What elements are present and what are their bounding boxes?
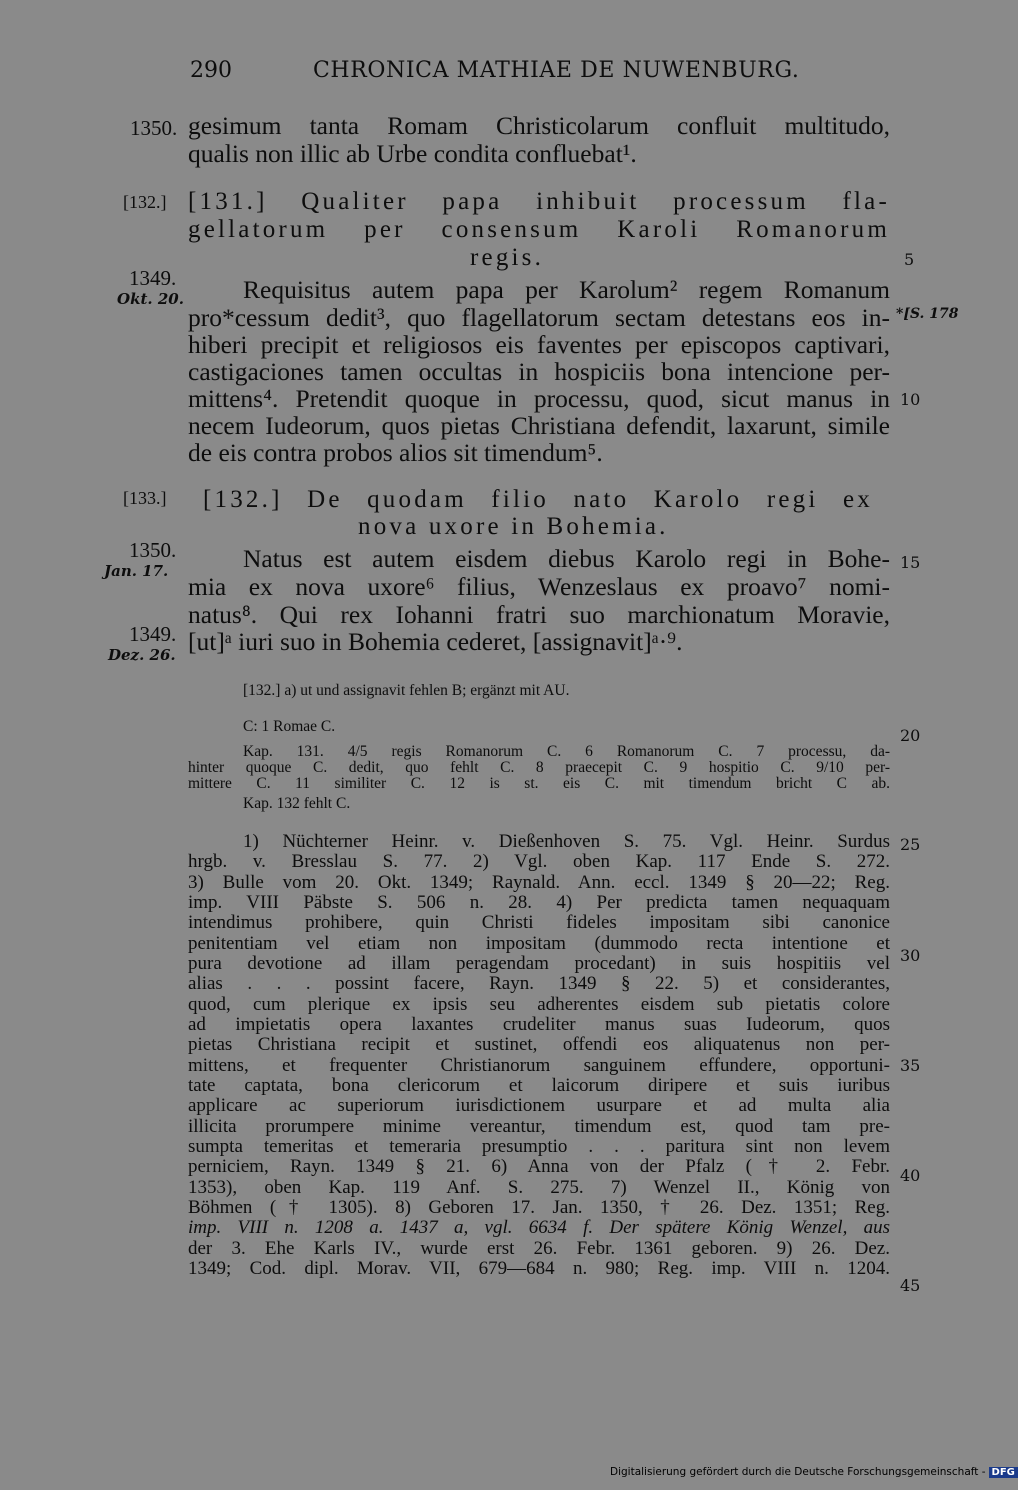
footnote-line: 1349; Cod. dipl. Morav. VII, 679—684 n. 980; Reg. imp. VIII n. 1204. — [188, 1258, 890, 1279]
running-title: CHRONICA MATHIAE DE NUWENBURG. — [313, 58, 800, 83]
text-line: Natus est autem eisdem diebus Karolo regi in Bohe- — [243, 544, 890, 573]
chapter-heading: nova uxore in Bohemia. — [358, 513, 669, 540]
text-line: castigaciones tamen occultas in hospiciis bona intencione per- — [188, 357, 890, 386]
margin-date: Okt. 20. — [117, 290, 184, 308]
footnote-line: intendimus prohibere, quin Christi fideles impositam sibi canonice — [188, 912, 890, 933]
line-number: 25 — [900, 835, 921, 854]
line-number: 45 — [900, 1276, 921, 1295]
margin-date: Dez. 26. — [108, 646, 176, 664]
apparatus-line: Kap. 131. 4/5 regis Romanorum C. 6 Romanorum C. 7 processu, da- — [243, 743, 890, 760]
line-number: 15 — [900, 553, 921, 572]
footnote-line: pietas Christiana recipit et sustinet, offendi eos aliquatenus non per- — [188, 1034, 890, 1055]
footnote-line: Böhmen († 1305). 8) Geboren 17. Jan. 1350, † 26. Dez. 1351; Reg. — [188, 1197, 890, 1218]
footnote-line: hrgb. v. Bresslau S. 77. 2) Vgl. oben Kap. 117 Ende S. 272. — [188, 851, 890, 872]
margin-year: 1349. — [129, 622, 177, 646]
line-number: 5 — [904, 250, 915, 269]
footnote-line: ad impietatis opera laxantes crudeliter manus suas Iudeorum, quos — [188, 1014, 890, 1035]
margin-year: 1349. — [129, 266, 177, 290]
footnote-line: mittens, et frequenter Christianorum sanguinem effundere, opportuni- — [188, 1055, 890, 1076]
line-number: 35 — [900, 1056, 921, 1075]
footnote-line: illicita prorumpere minime vereantur, timendum est, quod tam pre- — [188, 1116, 890, 1137]
margin-year: 1350. — [130, 116, 178, 140]
digitization-credit — [610, 1466, 1018, 1478]
footnote-line: penitentiam vel etiam non impositam (dummodo recta intentione et — [188, 933, 890, 954]
text-line: gesimum tanta Romam Christicolarum confluit multitudo, — [188, 111, 890, 140]
text-line: de eis contra probos alios sit timendum⁵. — [188, 438, 603, 467]
line-number: 20 — [900, 726, 921, 745]
footnote-line: applicare ac superiorum iurisdictionem usurpare et ad multa alia — [188, 1095, 890, 1116]
footnote-line: imp. VIII n. 1208 a. 1437 a, vgl. 6634 f. Der spätere König Wenzel, aus — [188, 1217, 890, 1238]
footnote-line: quod, cum plerique ex ipsis seu adherentes eisdem sub pietatis colore — [188, 994, 890, 1015]
footnote-line: pura devotione ad illam peragendam procedant) in suis hospitiis vel — [188, 953, 890, 974]
line-number: 40 — [900, 1166, 921, 1185]
margin-date: Jan. 17. — [104, 562, 169, 580]
footnote-line: der 3. Ehe Karls IV., wurde erst 26. Febr. 1361 geboren. 9) 26. Dez. — [188, 1238, 890, 1259]
apparatus-line: [132.] a) ut und assignavit fehlen B; ergänzt mit AU. — [243, 682, 570, 699]
text-line: mittens⁴. Pretendit quoque in processu, quod, sicut manus in — [188, 384, 890, 413]
footnote-line: 1) Nüchterner Heinr. v. Dießenhoven S. 75. Vgl. Heinr. Surdus — [243, 831, 890, 852]
apparatus-line: C: 1 Romae C. — [243, 718, 336, 735]
footnote-line: 3) Bulle vom 20. Okt. 1349; Raynald. Ann. eccl. 1349 § 20—22; Reg. — [188, 872, 890, 893]
text-line: hiberi precipit et religiosos eis faventes per episcopos captivari, — [188, 330, 890, 359]
footnote-line: alias . . . possint facere, Rayn. 1349 § 22. 5) et considerantes, — [188, 973, 890, 994]
footnote-line: tate captata, bona clericorum et laicorum diripere et suis iuribus — [188, 1075, 890, 1096]
text-line: Requisitus autem papa per Karolum² regem Romanum — [243, 275, 890, 304]
text-line: necem Iudeorum, quos pietas Christiana defendit, laxarunt, simile — [188, 411, 890, 440]
footnote-line: sumpta temeritas et temeraria presumptio . . . paritura sint non levem — [188, 1136, 890, 1157]
text-line: [ut]ᵃ iuri suo in Bohemia cederet, [assignavit]ᵃ·⁹. — [188, 627, 683, 656]
footnote-line: imp. VIII Päbste S. 506 n. 28. 4) Per predicta tamen nequaquam — [188, 892, 890, 913]
page-reference: *[S. 178 — [896, 306, 959, 322]
text-line: pro*cessum dedit³, quo flagellatorum sectam detestans eos in- — [188, 303, 890, 332]
footnote-line: 1353), oben Kap. 119 Anf. S. 275. 7) Wenzel II., König von — [188, 1177, 890, 1198]
credit-text: Digitalisierung gefördert durch die Deutsche Forschungsgemeinschaft - — [610, 1466, 986, 1478]
margin-chapter: [133.] — [123, 488, 167, 508]
chapter-heading: gellatorum per consensum Karoli Romanorum — [188, 216, 890, 243]
chapter-heading: [132.] De quodam filio nato Karolo regi ex — [203, 486, 873, 513]
margin-year: 1350. — [129, 538, 177, 562]
chapter-heading: regis. — [470, 244, 545, 271]
apparatus-line: hinter quoque C. dedit, quo fehlt C. 8 praecepit C. 9 hospitio C. 9/10 per- — [188, 759, 890, 776]
line-number: 10 — [900, 390, 921, 409]
text-line: natus⁸. Qui rex Iohanni fratri suo marchionatum Moravie, — [188, 600, 890, 629]
line-number: 30 — [900, 946, 921, 965]
text-line: mia ex nova uxore⁶ filius, Wenzeslaus ex proavo⁷ nomi- — [188, 572, 890, 601]
apparatus-line: mittere C. 11 similiter C. 12 is st. eis C. mit timendum bricht C ab. — [188, 775, 890, 792]
margin-chapter: [132.] — [123, 192, 167, 212]
dfg-logo: DFG — [989, 1467, 1018, 1478]
text-line: qualis non illic ab Urbe condita confluebat¹. — [188, 139, 637, 168]
footnote-line: perniciem, Rayn. 1349 § 21. 6) Anna von der Pfalz († 2. Febr. — [188, 1156, 890, 1177]
apparatus-line: Kap. 132 fehlt C. — [243, 795, 351, 812]
page-number: 290 — [190, 58, 232, 83]
chapter-heading: [131.] Qualiter papa inhibuit processum fla- — [188, 188, 890, 215]
